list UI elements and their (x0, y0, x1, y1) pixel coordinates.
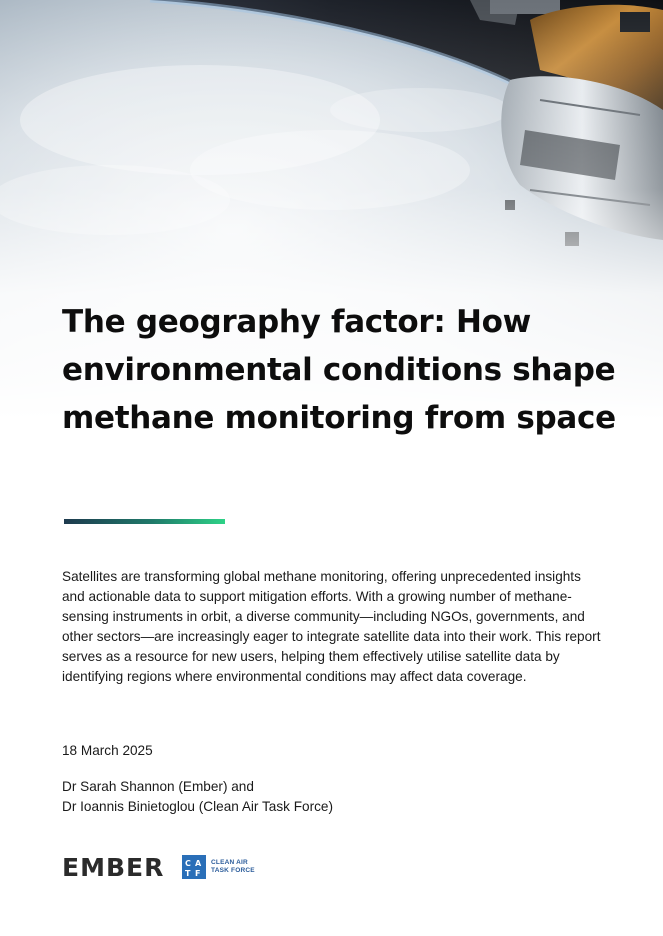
svg-text:F: F (195, 869, 201, 878)
authors (62, 777, 333, 817)
ember-logo: EMBER (62, 853, 165, 882)
catf-line-2: TASK FORCE (211, 867, 255, 874)
publication-date: 18 March 2025 (62, 743, 153, 758)
report-title: The geography factor: How environmental conditions shape methane monitoring from space (62, 304, 616, 436)
author-line-1: Dr Sarah Shannon (Ember) and (62, 779, 254, 794)
catf-logo-icon (182, 855, 206, 879)
partner-logos (62, 852, 362, 884)
svg-text:T: T (185, 869, 191, 878)
catf-line-1: CLEAN AIR (211, 859, 248, 866)
accent-divider (64, 519, 225, 524)
svg-text:C: C (185, 859, 191, 868)
catf-logo-text (211, 859, 255, 875)
report-summary: Satellites are transforming global methane monitoring, offering unprecedented insights and actionable data to support mitigation efforts. With a growing number of methane-sensing instruments in orbit, a diverse community—including NGOs, governments, and other sectors—are increasingly eager to integrate satellite data into their work. This report serves as a resource for new users, helping them effectively utilise satellite data by identifying regions where environmental conditions may affect data coverage. (62, 569, 601, 684)
svg-text:A: A (195, 859, 202, 868)
author-line-2: Dr Ioannis Binietoglou (Clean Air Task Force) (62, 799, 333, 814)
